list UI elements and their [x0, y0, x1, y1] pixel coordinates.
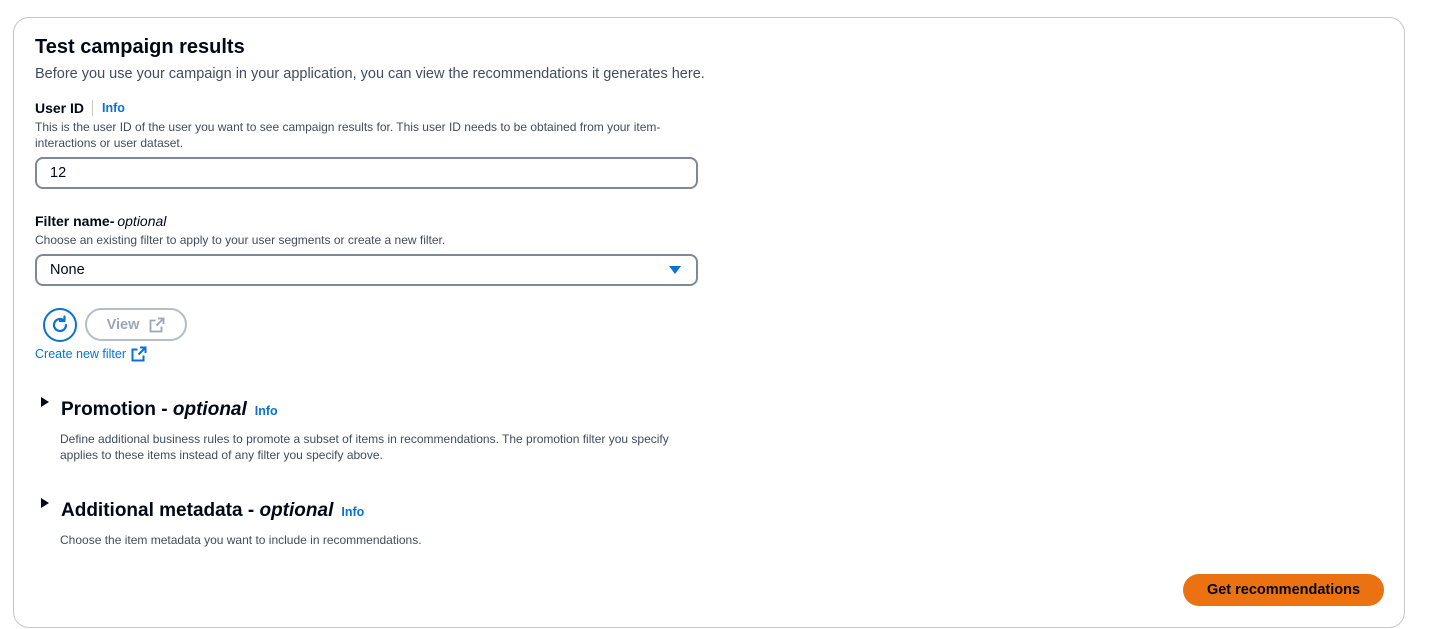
promotion-expander[interactable]: [41, 399, 278, 421]
user-id-label-row: [35, 100, 125, 116]
section-title: Test campaign results: [35, 36, 245, 58]
refresh-icon: [49, 314, 71, 336]
label-divider: [92, 100, 93, 116]
caret-right-icon: [41, 498, 49, 508]
additional-metadata-description: Choose the item metadata you want to include in recommendations.: [60, 533, 422, 547]
create-new-filter-label: Create new filter: [35, 347, 127, 361]
promotion-info-link[interactable]: Info: [254, 404, 278, 418]
filter-label: Filter name-: [35, 213, 115, 229]
additional-metadata-expander[interactable]: [41, 500, 364, 522]
filter-description: Choose an existing filter to apply to your user segments or create a new filter.: [35, 233, 446, 247]
filter-label-optional: optional: [117, 213, 167, 229]
filter-select[interactable]: [35, 254, 698, 286]
user-id-info-link[interactable]: Info: [102, 101, 125, 115]
section-description: Before you use your campaign in your application, you can view the recommendations it generates here.: [35, 66, 705, 82]
filter-label-row: [35, 213, 166, 229]
additional-metadata-heading: Additional metadata - optional: [61, 500, 334, 521]
promotion-heading: Promotion - optional: [61, 399, 247, 420]
user-id-value: 12: [50, 165, 67, 181]
user-id-input[interactable]: [35, 157, 698, 189]
caret-down-icon: [669, 266, 681, 274]
get-recommendations-button[interactable]: Get recommendations: [1183, 574, 1384, 606]
external-link-icon: [149, 317, 165, 333]
filter-selected-value: None: [50, 262, 85, 278]
additional-metadata-info-link[interactable]: Info: [341, 505, 365, 519]
caret-right-icon: [41, 397, 49, 407]
user-id-label: User ID: [35, 100, 85, 116]
test-campaign-panel: [13, 17, 1405, 628]
promotion-description: Define additional business rules to promote a subset of items in recommendations. The promotion filter you specify applies to these items instead of any filter you specify above.: [60, 432, 669, 462]
create-new-filter-link[interactable]: [35, 346, 147, 362]
view-filter-button[interactable]: [85, 308, 187, 341]
refresh-button[interactable]: [43, 308, 77, 342]
external-link-icon: [131, 346, 147, 362]
view-button-label: View: [106, 316, 140, 333]
user-id-description: This is the user ID of the user you want to see campaign results for. This user ID needs to be obtained from your item-interactions or user dataset.: [35, 120, 661, 150]
